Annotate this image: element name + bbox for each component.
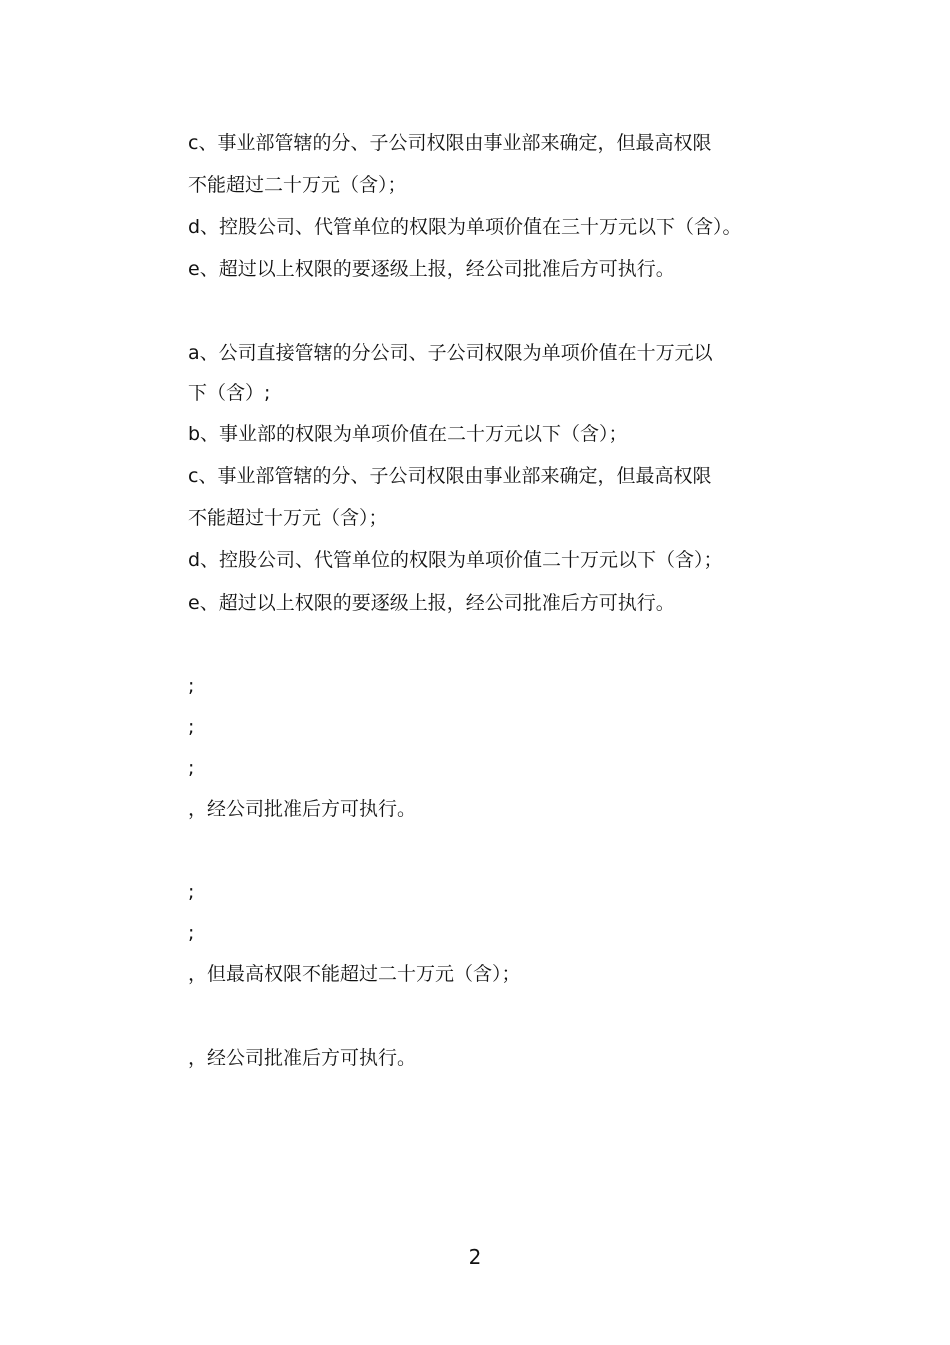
text-line: 下（含）; [188, 382, 271, 404]
text-line: ; [188, 922, 195, 944]
text-line: d、控股公司、代管单位的权限为单项价值二十万元以下（含）； [188, 549, 723, 571]
text-line: ，经公司批准后方可执行。 [188, 798, 417, 820]
text-line: c、事业部管辖的分、子公司权限由事业部来确定，但最高权限 [188, 465, 712, 487]
text-line: b、事业部的权限为单项价值在二十万元以下（含）； [188, 423, 628, 445]
text-line: ; [188, 757, 195, 779]
page-number: 2 [468, 1245, 482, 1269]
text-line: ; [188, 675, 195, 697]
text-line: ，但最高权限不能超过二十万元（含）； [188, 963, 521, 985]
text-line: d、控股公司、代管单位的权限为单项价值在三十万元以下（含）。 [188, 216, 742, 238]
text-line: ; [188, 881, 195, 903]
text-line: 不能超过二十万元（含）； [188, 174, 407, 196]
text-line: a、公司直接管辖的分公司、子公司权限为单项价值在十万元以 [188, 342, 713, 364]
text-line: ，经公司批准后方可执行。 [188, 1047, 417, 1069]
text-line: c、事业部管辖的分、子公司权限由事业部来确定，但最高权限 [188, 132, 712, 154]
text-line: e、超过以上权限的要逐级上报，经公司批准后方可执行。 [188, 258, 675, 280]
text-line: ; [188, 716, 195, 738]
text-line: e、超过以上权限的要逐级上报，经公司批准后方可执行。 [188, 592, 675, 614]
text-line: 不能超过十万元（含）； [188, 507, 388, 529]
